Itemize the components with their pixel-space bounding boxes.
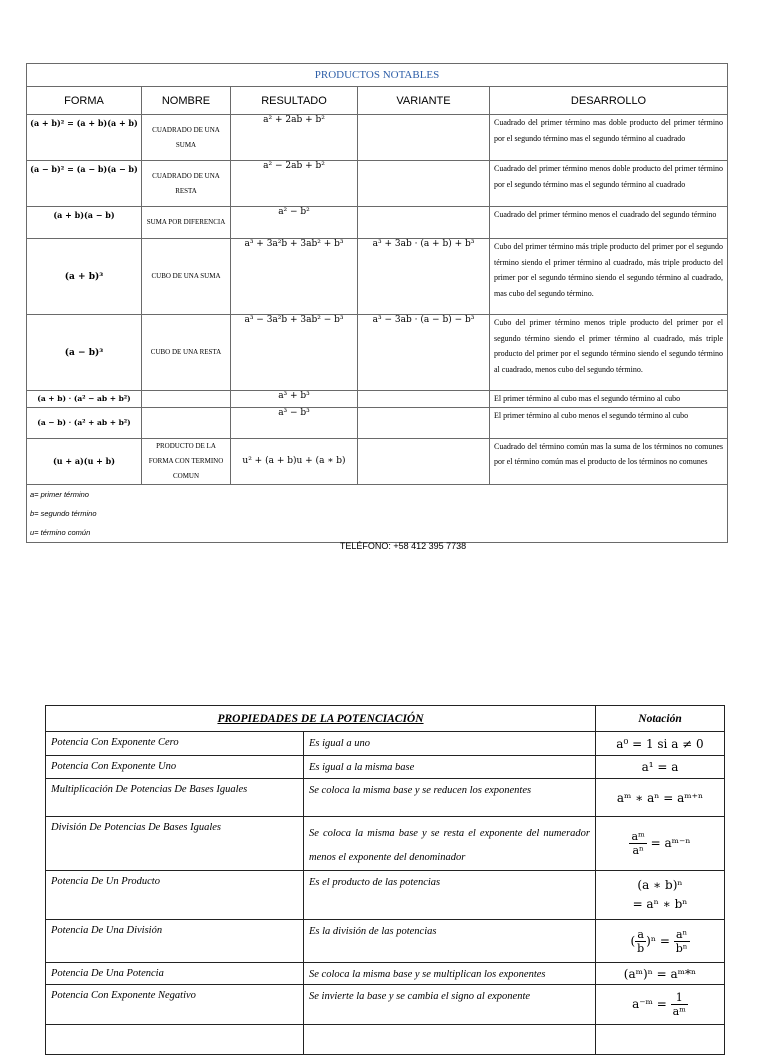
propiedad-notacion: $\frac{\text{aᵐ}}{\text{aⁿ}}$ = aᵐ⁻ⁿ: [596, 817, 725, 871]
propiedad-notacion: [596, 1025, 725, 1055]
table-row: [46, 920, 725, 963]
forma-cell: (a + b)³: [27, 239, 142, 315]
nombre-cell: CUBO DE UNA RESTA: [142, 315, 231, 391]
productos-notables-title: PRODUCTOS NOTABLES: [27, 64, 728, 87]
propiedad-nombre: Potencia Con Exponente Negativo: [46, 985, 304, 1025]
table-row: [46, 756, 725, 779]
table-row: [27, 115, 728, 161]
table-row: [46, 817, 725, 871]
desarrollo-cell: Cubo del primer término más triple producto del primer por el segundo término siendo el primer término al cuadrado, más triple producto del primer por el segundo término siendo el segundo término al cuadrado, mas cubo del segundo término.: [490, 239, 728, 315]
notes-row: [27, 484, 728, 542]
desarrollo-cell: Cuadrado del primer término menos el cuadrado del segundo término: [490, 207, 728, 239]
resultado-cell: a² − b²: [231, 207, 358, 239]
fraction: $\frac{a}{b}$: [637, 927, 645, 955]
propiedad-descripcion: Se coloca la misma base y se reducen los exponentes: [304, 779, 596, 817]
table-row: [27, 407, 728, 438]
forma-cell: (a + b)² = (a + b)(a + b): [27, 115, 142, 161]
variante-cell: [358, 407, 490, 438]
variante-cell: [358, 391, 490, 408]
table-row: [46, 963, 725, 985]
table-row: [46, 779, 725, 817]
propiedades-title: PROPIEDADES DE LA POTENCIACIÓN: [46, 706, 596, 732]
resultado-cell: a³ + b³: [231, 391, 358, 408]
nombre-cell: PRODUCTO DE LA FORMA CON TERMINO COMUN: [142, 438, 231, 484]
header-row: [27, 87, 728, 115]
note-b: b= segundo término: [30, 508, 97, 518]
note-a: a= primer término: [30, 489, 89, 499]
resultado-cell: a³ + 3a²b + 3ab² + b³: [231, 239, 358, 315]
table-row: [46, 1025, 725, 1055]
propiedad-descripcion: Es la división de las potencias: [304, 920, 596, 963]
nombre-cell: CUBO DE UNA SUMA: [142, 239, 231, 315]
table-row: [27, 207, 728, 239]
forma-cell: (a − b) · (a² + ab + b²): [27, 407, 142, 438]
fraction: $\frac{\text{aⁿ}}{\text{bⁿ}}$: [675, 927, 688, 955]
propiedad-notacion: a¹ = a: [596, 756, 725, 779]
propiedad-nombre: Potencia Con Exponente Uno: [46, 756, 304, 779]
desarrollo-cell: El primer término al cubo mas el segundo término al cubo: [490, 391, 728, 408]
fraction: $\frac{\text{aᵐ}}{\text{aⁿ}}$: [631, 830, 645, 857]
notacion-header: Notación: [596, 706, 725, 732]
propiedad-notacion: a⁻ᵐ = $\frac{1}{\text{aᵐ}}$: [596, 985, 725, 1025]
fraction: $\frac{1}{\text{aᵐ}}$: [672, 991, 686, 1018]
forma-cell: (a − b)³: [27, 315, 142, 391]
header-desarrollo: DESARROLLO: [490, 87, 728, 115]
productos-notables-table: [26, 63, 728, 543]
notes-cell: [27, 484, 728, 542]
propiedad-descripcion: [304, 1025, 596, 1055]
header-forma: FORMA: [27, 87, 142, 115]
nombre-cell: CUADRADO DE UNA SUMA: [142, 115, 231, 161]
propiedades-potenciacion-table: [45, 705, 725, 1055]
propiedad-descripcion: Se coloca la misma base y se multiplican los exponentes: [304, 963, 596, 985]
desarrollo-cell: El primer término al cubo menos el segundo término al cubo: [490, 407, 728, 438]
resultado-cell: a² + 2ab + b²: [231, 115, 358, 161]
forma-cell: (a + b)(a − b): [27, 207, 142, 239]
variante-cell: [358, 161, 490, 207]
table-row: [27, 438, 728, 484]
table-row: [46, 871, 725, 920]
nombre-cell: [142, 391, 231, 408]
header-nombre: NOMBRE: [142, 87, 231, 115]
table-row: [27, 391, 728, 408]
table-row: [46, 732, 725, 756]
propiedad-notacion: ( $\frac{a}{b}$ )ⁿ = $\frac{\text{aⁿ}}{\text{bⁿ}}$: [596, 920, 725, 963]
nombre-cell: [142, 407, 231, 438]
variante-cell: [358, 207, 490, 239]
propiedad-nombre: División De Potencias De Bases Iguales: [46, 817, 304, 871]
propiedad-descripcion: Se invierte la base y se cambia el signo al exponente: [304, 985, 596, 1025]
propiedades-header-row: [46, 706, 725, 732]
propiedad-nombre: Potencia De Un Producto: [46, 871, 304, 920]
desarrollo-cell: Cuadrado del primer término mas doble producto del primer término por el segundo término mas el segundo término al cuadrado: [490, 115, 728, 161]
resultado-cell: a³ − 3a²b + 3ab² − b³: [231, 315, 358, 391]
forma-cell: (a − b)² = (a − b)(a − b): [27, 161, 142, 207]
resultado-cell: a³ − b³: [231, 407, 358, 438]
variante-cell: a³ − 3ab · (a − b) − b³: [358, 315, 490, 391]
forma-cell: (a + b) · (a² − ab + b²): [27, 391, 142, 408]
propiedad-nombre: Potencia De Una Potencia: [46, 963, 304, 985]
variante-cell: [358, 438, 490, 484]
variante-cell: [358, 115, 490, 161]
propiedad-descripcion: Es el producto de las potencias: [304, 871, 596, 920]
nombre-cell: SUMA POR DIFERENCIA: [142, 207, 231, 239]
nombre-cell: CUADRADO DE UNA RESTA: [142, 161, 231, 207]
table-row: [27, 161, 728, 207]
propiedad-notacion: aᵐ ∗ aⁿ = aᵐ⁺ⁿ: [596, 779, 725, 817]
table-row: [27, 315, 728, 391]
propiedad-notacion: (a ∗ b)ⁿ = aⁿ ∗ bⁿ: [596, 871, 725, 920]
propiedad-nombre: Potencia De Una División: [46, 920, 304, 963]
table-row: [46, 985, 725, 1025]
header-resultado: RESULTADO: [231, 87, 358, 115]
propiedad-nombre: Potencia Con Exponente Cero: [46, 732, 304, 756]
desarrollo-cell: Cubo del primer término menos triple producto del primer por el segundo término siendo el primer término al cuadrado, más triple producto del primer por el segundo término siendo el segundo término al cuadrado, menos cubo del segundo término.: [490, 315, 728, 391]
forma-cell: (u + a)(u + b): [27, 438, 142, 484]
propiedad-notacion: a⁰ = 1 si a ≠ 0: [596, 732, 725, 756]
desarrollo-cell: Cuadrado del primer término menos doble producto del primer término por el segundo término mas el segundo término al cuadrado: [490, 161, 728, 207]
propiedad-descripcion: Es igual a uno: [304, 732, 596, 756]
propiedad-nombre: Multiplicación De Potencias De Bases Iguales: [46, 779, 304, 817]
propiedad-descripcion: Es igual a la misma base: [304, 756, 596, 779]
note-u: u= término común: [30, 527, 91, 537]
table-row: [27, 239, 728, 315]
desarrollo-cell: Cuadrado del término común mas la suma de los términos no comunes por el término común mas el producto de los términos no comunes: [490, 438, 728, 484]
propiedad-notacion: (aᵐ)ⁿ = aᵐ*ⁿ: [596, 963, 725, 985]
variante-cell: a³ + 3ab · (a + b) + b³: [358, 239, 490, 315]
propiedad-nombre: [46, 1025, 304, 1055]
telefono-text: TELÉFONO: +58 412 395 7738: [339, 541, 467, 551]
resultado-cell: u² + (a + b)u + (a ∗ b): [231, 438, 358, 484]
header-variante: VARIANTE: [358, 87, 490, 115]
resultado-cell: a² − 2ab + b²: [231, 161, 358, 207]
propiedad-descripcion: Se coloca la misma base y se resta el exponente del numerador menos el exponente del denominador: [304, 817, 596, 871]
